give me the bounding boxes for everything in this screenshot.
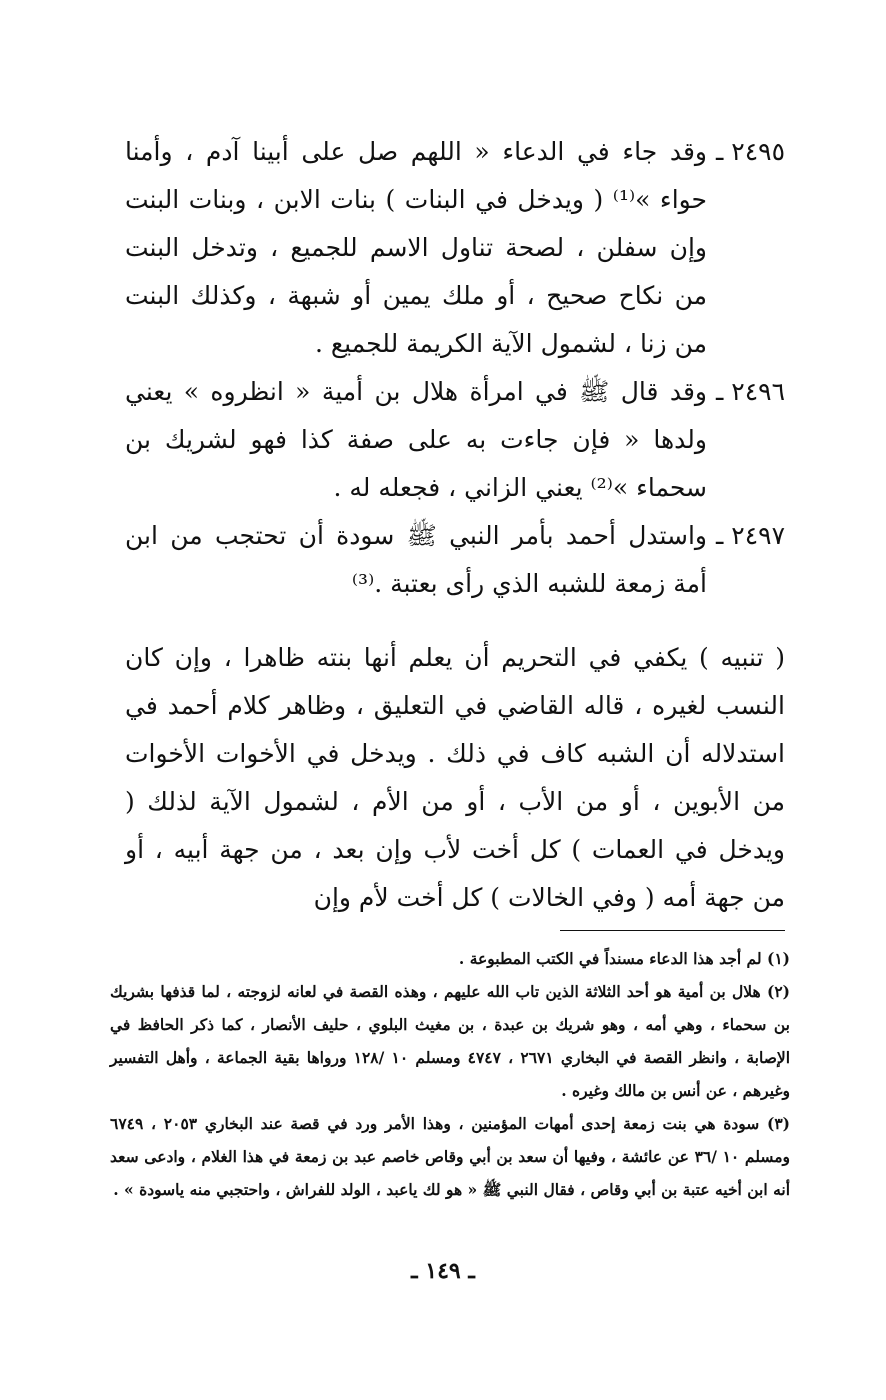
page-number: ـ ١٤٩ ـ [411, 1258, 475, 1284]
footnotes [110, 942, 790, 1206]
entry-2496 [125, 368, 785, 512]
footnote-1: (١) لم أجد هذا الدعاء مسنداً في الكتب المطبوعة . [458, 949, 790, 968]
entry-number: ٢٤٩٦ ـ [716, 377, 785, 406]
footnote-2: (٢) هلال بن أمية هو أحد الثلاثة الذين تاب الله عليهم ، وهذه القصة في لعانه لزوجته ، لما قذفها بشريك بن سحماء ، وهي أمه ، وهو شريك بن عبدة ، بن مغيث البلوي ، حليف الأنصار ، كما ذكر الحافظ في الإصابة ، وانظر القصة في البخاري ٢٦٧١ ، ٤٧٤٧ ومسلم ١٠ /١٢٨ ورواها بقية الجماعة ، وأهل التفسير وغيرهم ، عن أنس بن مالك وغيره . [110, 982, 791, 1100]
note-text: ( تنبيه ) يكفي في التحريم أن يعلم أنها بنته ظاهرا ، وإن كان النسب لغيره ، قاله القاضي في التعليق ، وظاهر كلام أحمد في استدلاله أن الشبه كاف في ذلك . ويدخل في الأخوات الأخوات من الأبوين ، أو من الأب ، أو من الأم ، لشمول الآية لذلك ( ويدخل في العمات ) كل أخت لأب وإن بعد ، من جهة أبيه ، أو من جهة أمه ( وفي الخالات ) كل أخت لأم وإن [125, 643, 785, 912]
entry-2497 [125, 512, 785, 608]
footnote-3: (٣) سودة هي بنت زمعة إحدى أمهات المؤمنين ، وهذا الأمر ورد في قصة عند البخاري ٢٠٥٣ ، ٦٧٤٩ ومسلم ١٠ /٣٦ عن عائشة ، وفيها أن سعد بن أبي وقاص خاصم عبد بن زمعة في هذا الغلام ، وادعى سعد أنه ابن أخيه عتبة بن أبي وقاص ، فقال النبي ﷺ « هو لك ياعبد ، الولد للفراش ، واحتجبي منه ياسودة » . [110, 1114, 790, 1199]
main-text [125, 128, 785, 922]
note-paragraph [125, 634, 785, 922]
entry-number: ٢٤٩٧ ـ [716, 521, 785, 550]
entry-number: ٢٤٩٥ ـ [716, 137, 785, 166]
entry-text: وقد جاء في الدعاء « اللهم صل على أبينا آدم ، وأمنا حواء »⁽¹⁾ ( ويدخل في البنات ) بنات الابن ، وبنات البنت وإن سفلن ، لصحة تناول الاسم للجميع ، وتدخل البنت من نكاح صحيح ، أو ملك يمين أو شبهة ، وكذلك البنت من زنا ، لشمول الآية الكريمة للجميع . [125, 137, 708, 358]
footnote-divider [560, 930, 785, 931]
entry-text: واستدل أحمد بأمر النبي ﷺ سودة أن تحتجب من ابن أمة زمعة للشبه الذي رأى بعتبة .⁽³⁾ [125, 521, 707, 598]
entry-2495 [125, 128, 785, 368]
entry-text: وقد قال ﷺ في امرأة هلال بن أمية « انظروه » يعني ولدها « فإن جاءت به على صفة كذا فهو لشريك بن سحماء »⁽²⁾ يعني الزاني ، فجعله له . [125, 377, 707, 502]
